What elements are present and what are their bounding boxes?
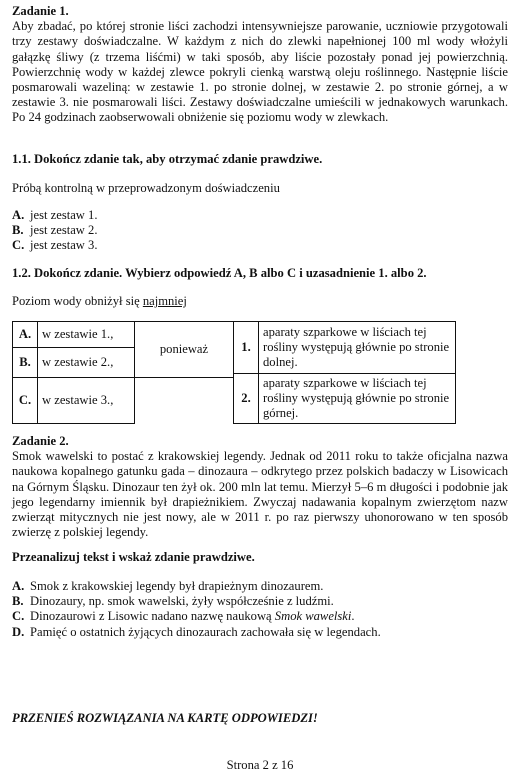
option-b[interactable]: B. Dinozaury, np. smok wawelski, żyły współcześnie z ludźmi. <box>12 594 334 609</box>
table-cell-num-1[interactable]: 1. <box>234 322 259 374</box>
transfer-instruction: PRZENIEŚ ROZWIĄZANIA NA KARTĘ ODPOWIEDZI! <box>12 711 318 725</box>
task-2-title: Zadanie 2. <box>12 434 69 448</box>
table-cell-letter-c[interactable]: C. <box>13 377 38 423</box>
option-b[interactable]: B. jest zestaw 2. <box>12 223 98 238</box>
question-2-title: Przeanalizuj tekst i wskaż zdanie prawdziwe. <box>12 550 255 564</box>
task-2 <box>12 434 508 540</box>
table-cell-connector: ponieważ <box>135 322 234 378</box>
table-cell-letter-a[interactable]: A. <box>13 322 38 348</box>
table-cell-num-2[interactable]: 2. <box>234 374 259 424</box>
table-cell-option-c[interactable]: w zestawie 3., <box>38 377 135 423</box>
table-cell-reason-1[interactable]: aparaty szparkowe w liściach tej rośliny występują głównie po stronie dolnej. <box>259 322 456 374</box>
task-1 <box>12 4 508 126</box>
option-a[interactable]: A. jest zestaw 1. <box>12 208 98 222</box>
option-a[interactable]: A. Smok z krakowskiej legendy był drapieżnym dinozaurem. <box>12 579 324 593</box>
question-1-1-stem: Próbą kontrolną w przeprowadzonym doświadczeniu <box>12 181 280 195</box>
answer-table <box>12 321 456 424</box>
table-cell-option-a[interactable]: w zestawie 1., <box>38 322 135 348</box>
underlined-word: najmniej <box>142 294 187 308</box>
table-cell-option-b[interactable]: w zestawie 2., <box>38 348 135 378</box>
option-d[interactable]: D. Pamięć o ostatnich żyjących dinozaurach zachowała się w legendach. <box>12 624 381 639</box>
table-cell-reason-2[interactable]: aparaty szparkowe w liściach tej rośliny występują głównie po stronie górnej. <box>259 374 456 424</box>
italic-name: Smok wawelski <box>274 609 352 624</box>
question-1-2-title: 1.2. Dokończ zdanie. Wybierz odpowiedź A, B albo C i uzasadnienie 1. albo 2. <box>12 266 427 280</box>
question-1-1-title: 1.1. Dokończ zdanie tak, aby otrzymać zdanie prawdziwe. <box>12 152 323 166</box>
task-1-title: Zadanie 1. <box>12 4 69 18</box>
page-number: Strona 2 z 16 <box>226 758 294 772</box>
task-2-body: Smok wawelski to postać z krakowskiej legendy. Jednak od 2011 roku to także oficjalna nazwa naukowa kopalnego gatunku gada – dinozaura – odkrytego przez polskich badaczy w Lisowicach na Górnym Śląsku. Dinozaur ten żył ok. 200 mln lat temu. Mierzył 5–6 m długości i podobnie jak jego legendarny imiennik był drapieżnikiem. Zwyczaj nadawania kopalnym zwierzętom nazw zwierząt mitycznych nie jest nowy, ale w 2011 r. po raz pierwszy uhonorowano w ten sposób zwierzę z polskiej legendy. <box>12 449 508 540</box>
option-c[interactable]: C. Dinozaurowi z Lisowic nadano nazwę naukową Smok wawelski. <box>12 609 355 624</box>
question-1-1-options <box>12 208 508 254</box>
table-cell-letter-b[interactable]: B. <box>13 348 38 378</box>
option-c[interactable]: C. jest zestaw 3. <box>12 238 98 253</box>
question-1-2-stem: Poziom wody obniżył się najmniej <box>12 294 187 308</box>
task-1-body: Aby zbadać, po której stronie liści zachodzi intensywniejsze parowanie, uczniowie przygotowali trzy zestawy doświadczalne. W każdym z nich do zlewki napełnionej 100 ml wody włożyli gałązkę śliwy (z trzema liśćmi) w taki sposób, aby liście pozostały ponad jej powierzchnią. Powierzchnię wody w każdej zlewce pokryli cienką warstwą oleju roślinnego. Następnie liście posmarowali wazeliną: w zestawie 1. po stronie dolnej, w zestawie 2. po stronie górnej, a w zestawie 3. nie posmarowali liści. Zestawy doświadczalne umieścili w jednakowych warunkach. Po 24 godzinach zaobserwowali obniżenie się poziomu wody w zlewkach. <box>12 19 508 125</box>
question-2-options <box>12 579 508 640</box>
